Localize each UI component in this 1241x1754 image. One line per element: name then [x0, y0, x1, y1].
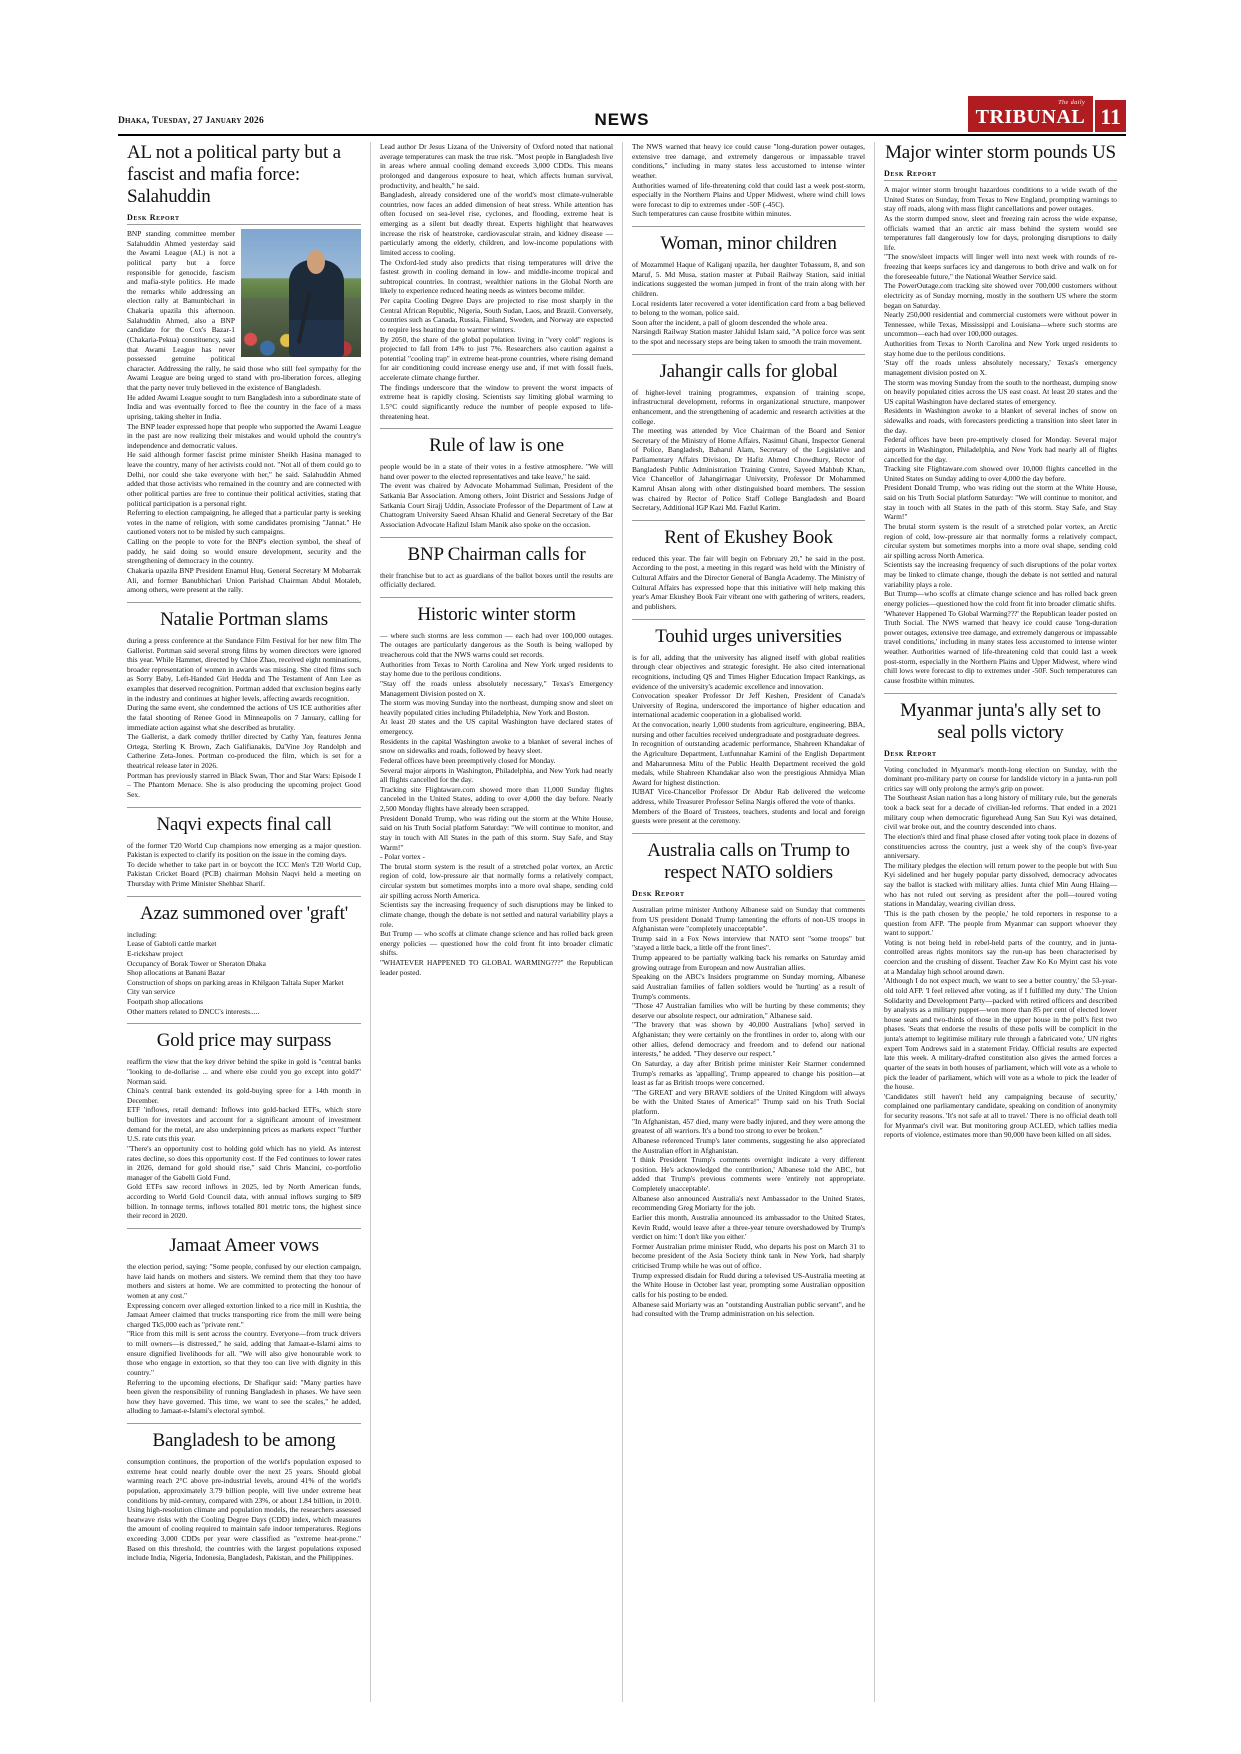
paragraph: Authorities from Texas to North Carolina and New York urged residents to stay home due to the perilous conditions. [884, 339, 1117, 358]
photo-speaker-head [307, 250, 325, 274]
paragraph: Albanese also announced Australia's next Ambassador to the United States, recommending Greg Moriarty for the job. [632, 1193, 865, 1213]
divider [632, 520, 865, 521]
headline-bangladesh-heat: Bangladesh to be among [152, 1430, 336, 1451]
paragraph: Federal offices have been preemptively closed for Monday. [380, 755, 556, 765]
article-azaz [127, 903, 361, 1017]
paragraph: their franchise but to act as guardians of the ballot boxes until the results are officially declared. [380, 570, 613, 590]
paragraph: 'Candidates still haven't held any campaigning because of security,' complained one parliamentary candidate, speaking on condition of anonymity for security reasons. 'It's not safe at all to travel.' There is no official death toll for Myanmar's civil war. But monitoring group ACLED, which tallies media reports of violence, estimates more than 90,000 have been killed on all sides. [884, 1091, 1117, 1140]
article-woman-minor [632, 233, 865, 347]
paragraph: The brutal storm system is the result of a stretched polar vortex, an Arctic region of cold, low-pressure air that normally forms a relatively compact, circular system but sometimes morphs into a more oval shape, sending cold air spilling across North America. [380, 861, 613, 900]
article-nws-continued [632, 142, 865, 219]
paragraph: "There's an opportunity cost to holding gold which has no yield. As interest rates decline, so does this opportunity cost. If the Fed continues to lower rates in 2026, demand for gold should rise," said Chris Mancini, co-portfolio manager of the Gabelli Gold Fund. [127, 1143, 361, 1182]
paragraph: At least 20 states and the US capital Washington have declared states of emergency. [380, 717, 613, 737]
divider [127, 1023, 361, 1024]
paragraph: Trump expressed disdain for Rudd during a televised US-Australia meeting at the White House in October last year, prompting some Australian opposition calls for his posting to be ended. [632, 1270, 865, 1299]
paragraph: The event was chaired by Advocate Mohammad Suliman, President of the Satkania Bar Association. Among others, Joint District and Sessions Judge of Satkania Court Sirajj Uddin, Associate Professor of the Department of Law at Chattogram University Saeed Ahsan Khalid and General Secretary of the Bar Association Advocate Hafizul Islam Manik also spoke on the occasion. [380, 481, 613, 529]
paragraph: Expressing concern over alleged extortion linked to a rice mill in Kushtia, the Jamaat Ameer claimed that trucks transporting rice from the mill were being charged Tk5,000 each as "private rent." [127, 1300, 361, 1329]
paragraph: A major winter storm brought hazardous conditions to a wide swath of the United States on Sunday, from Texas to New England, prompting warnings to stay off roads, along with mass flight cancellations and power outages. [884, 185, 1117, 214]
paragraph: He added Awami League sought to turn Bangladesh into a subordinate state of India and was eventually forced to flee the country in the face of a mass uprising, taking shelter in India. [127, 392, 361, 421]
paragraph: Such temperatures can cause frostbite within minutes. [632, 209, 792, 219]
newspaper-logo [968, 96, 1094, 132]
article-australia-nato [632, 840, 865, 1319]
paragraph: Voting is not being held in rebel-held parts of the country, and in junta-controlled areas rights monitors say the run-up has been characterised by coercion and the crushing of dissent. Teacher Zaw Ko Ko Myint cast his vote at a Mandalay high school around dawn. [884, 937, 1117, 976]
paragraph: The NWS warned that heavy ice could cause "long-duration power outages, extensive tree damage, and extremely dangerous or impassable travel conditions," including in many states less accustomed to intense winter weather. [632, 142, 865, 180]
paragraph: IUBAT Vice-Chancellor Professor Dr Abdur Rab delivered the welcome address, while Treasurer Professor Selina Nargis offered the vote of thanks. [632, 787, 865, 806]
article-myanmar [884, 700, 1117, 1140]
headline-salahuddin: AL not a political party but a fascist and mafia force: Salahuddin [127, 142, 341, 208]
divider [632, 354, 865, 355]
paragraph: To decide whether to take part in or boycott the ICC Men's T20 World Cup, Pakistan Cricket Board (PCB) chairman Mohsin Naqvi held a meeting on Thursday with Prime Minister Shehbaz Sharif. [127, 859, 361, 889]
paragraph: The PowerOutage.com tracking site showed over 700,000 customers without electricity as of Sunday morning, mostly in the southern US where the storm began on Saturday. [884, 281, 1117, 310]
paragraph: "The bravery that was shown by 40,000 Australians [who] served in Afghanistan; they were certainly on the frontlines in order to, along with our other allies, defend democracy and freedom and to defend our national interests," he added. "They deserve our respect." [632, 1020, 865, 1059]
article-portman [127, 609, 361, 800]
paragraph: President Donald Trump, who was riding out the storm at the White House, said on his Truth Social platform Saturday: "We will continue to monitor, and stay in touch with All States in the path of this storm. Stay Safe, and Stay Warm!" [380, 813, 613, 852]
divider [884, 693, 1117, 694]
paragraph: the election period, saying: "Some people, confused by our election campaign, have laid hands on mothers and sisters. We remind them that they too have mothers and sisters at home. We are committed to protecting the honour of women at any cost." [127, 1262, 361, 1300]
paragraph: Speaking on the ABC's Insiders programme on Sunday morning, Albanese said Australian families of fallen soldiers would be 'hurting' as a result of Trump's comments. [632, 972, 865, 1001]
byline-australia-nato: Desk Report [632, 889, 865, 901]
paragraph: But Trump — who scoffs at climate change science and has rolled back green energy policies — questioned how the cold front fit into broader climatic shifts. [380, 929, 613, 958]
paragraph: At the convocation, nearly 1,000 students from agriculture, engineering, BBA, nursing and other faculties received undergraduate and postgraduate degrees. [632, 720, 865, 739]
logo-tribunal: TRIBUNAL [975, 106, 1086, 128]
byline-major-winter: Desk Report [884, 169, 1117, 181]
paragraph: Several major airports in Washington, Philadelphia, and New York had nearly all flights cancelled for the day. [380, 765, 613, 785]
paragraph: Authorities from Texas to North Carolina and New York urged residents to stay home due to the perilous conditions. [380, 659, 613, 679]
paragraph: "The snow/sleet impacts will linger well into next week with rounds of re-freezing that keeps surfaces icy and dangerous to both drive and walk on for the foreseeable future," the National Weather Service said. [884, 252, 1117, 281]
headline-bnp-chairman: BNP Chairman calls for [407, 543, 586, 565]
paragraph: Referring to election campaigning, he alleged that a particular party is seeking votes in the name of religion, with some candidates promising "Jannat." He cautioned voters not to be misled by such campaigns. [127, 508, 361, 537]
list-item: Shop allocations at Banani Bazar [127, 968, 226, 978]
logo-the-daily: The daily [1058, 100, 1086, 106]
paragraph: Referring to the upcoming elections, Dr Shafiqur said: "Many parties have been given the responsibility of running Bangladesh in phases. We have seen how they have governed. This time, we want to see the scales," he added, alluding to Jamaat-e-Islami's electoral symbol. [127, 1377, 361, 1416]
headline-jamaat: Jamaat Ameer vows [169, 1234, 319, 1256]
article-historic-winter [380, 604, 613, 978]
paragraph: Tracking site Flightaware.com showed more than 11,000 Sunday flights canceled in the United States, adding to over 4,000 the day before. Nearly 2,500 Monday flights have already been scrapped. [380, 784, 613, 814]
paragraph: is for all, adding that the university has aligned itself with global realities through clear objectives and strategic foresight. He also cited international recognitions, including QS and Times Higher Education Impact Rankings, as evidence of the university's academic excellence and innovation. [632, 652, 865, 691]
paragraph: Gold ETFs saw record inflows in 2025, led by North American funds, according to World Gold Council data, with annual inflows surging to $89 billion. In tonnage terms, inflows totalled 801 metric tons, the highest since their record in 2020. [127, 1182, 361, 1221]
column-1 [118, 142, 370, 1702]
paragraph: Members of the Board of Trustees, teachers, students and local and foreign guests were present at the ceremony. [632, 806, 865, 826]
paragraph: The meeting was attended by Vice Chairman of the Board and Senior Secretary of the Ministry of Home Affairs, Nasimul Ghani, Inspector General of Police, Bangladesh, Baharul Alam, Secretary of the Legislative and Parliamentary Affairs Division, Dr Hafiz Ahmed Chowdhury, Rector of Bangladesh Public Administration Training Centre, Sayeed Mahbub Khan, Vice Chancellor of Jahangirnagar University, Professor Dr Mohammed Kamrul Ahsan along with other distinguished board members. The session was chaired by Rector of Police Staff College Bangladesh and Board Secretary, Additional IGP Kazi Md. Fazlul Karim. [632, 426, 865, 513]
paragraph: — where such storms are less common — each had over 100,000 outages. The outages are particularly dangerous as the South is being walloped by treacherous cold that the NWS warns could set records. [380, 630, 613, 660]
paragraph: Earlier this month, Australia announced its ambassador to the United States, Kevin Rudd, would leave after a three-year tenure overshadowed by Trump's verdict on him: 'I don't like you either.' [632, 1212, 865, 1242]
paragraph: Trump said in a Fox News interview that NATO sent "some troops" but "stayed a little back, a little off the front lines". [632, 933, 865, 953]
headline-naqvi: Naqvi expects final call [156, 813, 332, 835]
headline-portman: Natalie Portman slams [160, 608, 328, 630]
paragraph: The Southeast Asian nation has a long history of military rule, but the generals took a back seat for a decade of civilian-led reforms. That ended in a 2021 military coup when democratic figurehead Aung San Suu Kyi was detained, civil war broke out, and the country descended into chaos. [884, 793, 1117, 832]
headline-rule-of-law: Rule of law is one [429, 435, 564, 457]
article-bnp-chairman [380, 544, 613, 590]
masthead [118, 92, 1126, 136]
divider [127, 896, 361, 897]
paragraph: Australian prime minister Anthony Albanese said on Sunday that comments from US president Donald Trump lamenting the efforts of non-US troops in Afghanistan were "completely unacceptable". [632, 904, 865, 934]
article-major-winter [884, 142, 1117, 686]
section-title: NEWS [594, 110, 650, 129]
paragraph: 'Whatever Happened To Global Warming???' the Republican leader posted on Truth Social. The NWS warned that heavy ice could cause 'long-duration power outages, extensive tree damage, and extremely dangerous or impassable travel conditions,' including in many states less accustomed to intense winter weather. Authorities warned of life-threatening cold that could last a week post-storm, especially in the Northern Plains and Upper Midwest, where wind chill lows were forecast to dip to extremes under -50F. Such temperatures can cause frostbite within minutes. [884, 608, 1117, 685]
headline-woman-minor: Woman, minor children [660, 233, 837, 254]
paragraph: The storm was moving Sunday from the south to the northeast, dumping snow on heavily populated cities across the US east coast. At least 20 states and the US capital Washington have declared states of emergency. [884, 377, 1117, 406]
divider [127, 602, 361, 603]
paragraph: Lead author Dr Jesus Lizana of the University of Oxford noted that national average temperatures can mask the true risk. "Most people in Bangladesh live in areas where annual cooling demand exceeds 3,000 CDDs. This means prolonged and dangerous exposure to heat, which affects human survival, productivity, and health," he said. [380, 142, 613, 190]
paragraph: But Trump—who scoffs at climate change science and has rolled back green energy policies—questioned how the cold front fit into broader climatic shifts. [884, 589, 1117, 608]
list-item: City van service [127, 987, 176, 997]
paragraph: Tracking site Flightaware.com showed over 10,000 flights cancelled in the United States on Sunday adding to over 4,000 the day before. [884, 464, 1117, 483]
paragraph: Calling on the people to vote for the BNP's election symbol, the sheaf of paddy, he said doing so would ensure development, security and the strengthening of democracy in the country. [127, 537, 361, 566]
paragraph: reaffirm the view that the key driver behind the spike in gold is "central banks "looking to de-dollarise ... and where else could you go except into gold?" Norman said. [127, 1057, 361, 1086]
article-touhid [632, 626, 865, 826]
list-item: Footpath shop allocations [127, 997, 203, 1007]
divider [632, 833, 865, 834]
divider [127, 1423, 361, 1424]
paragraph: Convocation speaker Professor Dr Jeff Keshen, President of Canada's University of Regina, underscored the importance of higher education and international academic cooperation in a globalised world. [632, 691, 865, 720]
page-number: 11 [1095, 100, 1126, 132]
headline-historic-winter: Historic winter storm [417, 603, 576, 625]
paragraph: Scientists say the increasing frequency of such disruptions of the polar vortex may be linked to climate change, though the debate is not settled and natural variability plays a role. [884, 560, 1117, 589]
article-jahangir [632, 361, 865, 513]
paragraph: Chakaria upazila BNP President Enamul Huq, General Secretary M Mobarrak Ali, and former Banubhichari Union Parishad Chairman Abdul Motaleb, among others, were present at the rally. [127, 565, 361, 595]
paragraph: Bangladesh, already considered one of the world's most climate-vulnerable countries, now faces an added dimension of heat stress. While attention has often focused on sea-level rise, cyclones, and flooding, extreme heat is emerging as a silent but deadly threat. Experts highlight that heatwaves increase the risk of heatstroke, cardiovascular strain, and kidney disease — particularly among the elderly, children, and low-income populations with limited access to cooling. [380, 190, 613, 257]
article-jamaat [127, 1235, 361, 1416]
paragraph: reduced this year. The fair will begin on February 20," he said in the post. According to the post, a meeting in this regard was held with the Ministry of Cultural Affairs and the Director General of Bangla Academy. The Ministry of Cultural Affairs has expressed hope that this initiative will help making this year's Amar Ekushey Book Fair vibrant one with gathering of writers, readers, and publishers. [632, 553, 865, 611]
byline-myanmar: Desk Report [884, 749, 1117, 761]
paragraph: The BNP leader expressed hope that people who supported the Awami League in the past are now realizing their mistakes and would uphold the country's independence and democratic values. [127, 421, 361, 450]
column-3 [622, 142, 874, 1702]
paragraph: President Donald Trump, who was riding out the storm at the White House, said on his Truth Social platform Saturday: "We will continue to monitor, and stay in touch with all States in the path of this storm. Stay Safe, and Stay Warm!" [884, 483, 1117, 522]
paragraph: The Oxford-led study also predicts that rising temperatures will drive the fastest growth in cooling demand in low- and middle-income tropical and subtropical countries. In contrast, wealthier nations in the Global North are likely to experience reduced heating needs as winters become milder. [380, 257, 613, 296]
paragraph: "Those 47 Australian families who will be hurting by these comments; they deserve our absolute respect, our admiration," Albanese said. [632, 1001, 865, 1020]
paragraph: "Rice from this mill is sent across the country. Everyone—from truck drivers to mill owners—is distressed," he said, adding that Jamaat-e-Islami aims to ensure dignified livelihoods for all. "We will also give honourable work to those who engage in extortion, so that they too can live with dignity in this country." [127, 1329, 361, 1377]
headline-myanmar: Myanmar junta's ally set to seal polls victory [900, 699, 1101, 743]
paragraph: Trump appeared to be partially walking back his remarks on Saturday amid growing outrage from European and now Australian allies. [632, 953, 865, 972]
divider [127, 1228, 361, 1229]
paragraph: As the storm dumped snow, sleet and freezing rain across the wide expanse, officials warned that an arctic air mass behind the system would see temperatures fall dangerously low for days, prolonging disruptions to daily life. [884, 213, 1117, 252]
paragraph: China's central bank extended its gold-buying spree for a 14th month in December. [127, 1086, 361, 1105]
paragraph: of the former T20 World Cup champions now emerging as a major question. Pakistan is expected to clarify its position on the issue in the coming days. [127, 840, 361, 860]
article-photo [241, 229, 361, 357]
paragraph: Voting concluded in Myanmar's month-long election on Sunday, with the dominant pro-military party on course for landslide victory in a junta-run poll critics say will only prolong the army's grip on power. [884, 764, 1117, 793]
paragraph: "The GREAT and very BRAVE soldiers of the United Kingdom will always be with the United States of America!" Trump said on his Truth Social platform. [632, 1087, 865, 1117]
paragraph: "Stay off the roads unless absolutely necessary," Texas's Emergency Management Division posted on X. [380, 678, 613, 698]
article-salahuddin [127, 142, 361, 595]
column-grid [118, 142, 1126, 1702]
paragraph: 'This is the path chosen by the people,' he told reporters in response to a question from AFP. 'The people from Myanmar can support whoever they want to support.' [884, 908, 1117, 938]
headline-major-winter: Major winter storm pounds US [885, 142, 1116, 163]
subhead: - Polar vortex - [380, 852, 425, 862]
headline-touhid: Touhid urges universities [655, 625, 842, 647]
list-item: E-rickshaw project [127, 948, 184, 958]
paragraph: Residents in Washington awoke to a blanket of several inches of snow on sidewalks and roads, with forecasters predicting a transition into sleet later in the day. [884, 406, 1117, 435]
list-item: Construction of shops on parking areas in Khilgaon Taltala Super Market [127, 977, 344, 987]
paragraph: people would be in a state of their votes in a festive atmosphere. "We will hand over power to the elected representatives and take leave," he said. [380, 462, 613, 481]
paragraph: The Gallerist, a dark comedy thriller directed by Cathy Yan, features Jenna Ortega, Sterling K Brown, Zach Galifianakis, Da'Vine Joy Randolph and Catherine Zeta-Jones. Portman co-produced the film, which is set for a theatrical release later in 2026. [127, 732, 361, 770]
divider [632, 619, 865, 620]
article-naqvi [127, 814, 361, 889]
paragraph: 'Although I do not expect much, we want to see a better country,' the 53-year-old told AFP. 'I feel relieved after voting, as if I fulfilled my duty.' The Union Solidarity and Development Party—packed with retired officers and described by analysts as a military puppet—won more than 85 per cent of elected lower house seats and two-thirds of those in the upper house in the poll's first two phases. 'Seats that endorse the results of these polls will be complicit in the junta's attempt to legitimise military rule through a fabricated vote,' UN rights expert Tom Andrews said in a statement Friday. Official results are expected late this week. A military-drafted constitution also gives the armed forces a quarter of the seats in both houses of parliament, which will vote as a whole to pick the leader of parliament, which will vote as a whole to pick the leader of the house. [884, 976, 1117, 1092]
divider [127, 807, 361, 808]
paragraph: Federal offices have been pre-emptively closed for Monday. Several major airports in Washington, Philadelphia, and New York had nearly all of flights cancelled for the day. [884, 435, 1117, 464]
paragraph: "WHATEVER HAPPENED TO GLOBAL WARMING???" the Republican leader posted. [380, 958, 613, 977]
paragraph: On Saturday, a day after British prime minister Keir Starmer condemned Trump's remarks as 'appalling', Trump appeared to change his position—at least as far as British troops were concerned. [632, 1058, 865, 1088]
paragraph: of Mozammel Haque of Kaliganj upazila, her daughter Tobassum, 8, and son Maruf, 5. Md Musa, station master at Pubail Railway Station, said initial indications suggested the woman jumped in front of the train along with her children. [632, 260, 865, 298]
column-4 [874, 142, 1126, 1702]
paragraph: Albanese referenced Trump's later comments, suggesting he also appreciated the Australian effort in Afghanistan. [632, 1135, 865, 1155]
paragraph: ETF 'inflows, retail demand: Inflows into gold-backed ETFs, which store bullion for investors and account for a significant amount of investment demand for the metal, are also underpinning prices as markets expect "further U.S. rate cuts this year. [127, 1105, 361, 1144]
paragraph: Narsingdi Railway Station master Jahidul Islam said, "A police force was sent to the spot and necessary steps are being taken to smooth the train movement. [632, 327, 865, 347]
paragraph: Portman has previously starred in Black Swan, Thor and Star Wars: Episode I – The Phantom Menace. She is also producing the upcoming project Good Sex. [127, 770, 361, 799]
paragraph: In recognition of outstanding academic performance, Shahreen Khandakar of the Agriculture Department, Lutfunnahar Kamini of the English Department and Maharunnesa Mitu of the Public Health Department received the gold medals, while Shahreen Khandakar also won the prestigious Ahmidya Mian Award for highest distinction. [632, 739, 865, 787]
column-2 [370, 142, 622, 1702]
paragraph: Per capita Cooling Degree Days are projected to rise most sharply in the Central African Republic, Nigeria, South Sudan, Laos, and Brazil. Conversely, countries such as Canada, Russia, Finland, Sweden, and Norway are expected to require less heating due to warmer winters. [380, 296, 613, 334]
paragraph: including: [127, 929, 157, 939]
paragraph: The brutal storm system is the result of a stretched polar vortex, an Arctic region of cold, low-pressure air that normally forms a relatively compact, circular system but sometimes morphs into a more oval shape, sending cold air spilling across North America. [884, 521, 1117, 560]
headline-gold: Gold price may surpass [156, 1030, 332, 1052]
article-rule-of-law [380, 435, 613, 529]
paragraph: Soon after the incident, a pall of gloom descended the whole area. [632, 317, 828, 327]
paragraph: Albanese said Moriarty was an "outstanding Australian public servant", and he had consulted with the Trump administration on his selection. [632, 1299, 865, 1319]
headline-australia-nato: Australia calls on Trump to respect NATO soldiers [647, 839, 850, 883]
paragraph: Former Australian prime minister Rudd, who departs his post on March 31 to become president of the Asia Society think tank in New York, had sharply criticised Trump while he was out of office. [632, 1241, 865, 1271]
paragraph: during a press conference at the Sundance Film Festival for her new film The Gallerist. Portman said several strong films by women directors were ignored this year. While Hammet, directed by Chloe Zhao, received eight nominations, broader representation of women in awards was missing. She cited films such as Sorry Baby, Left-Handed Girl Hedda and The Testament of Ann Lee as examples that deserved recognition. Portman added that exclusion begins early in the industry and continues at higher levels, affecting awards recognition. [127, 635, 361, 703]
article-gold [127, 1030, 361, 1221]
article-bangladesh-heat [127, 1430, 361, 1563]
list-item: Other matters related to DNCC's interests..... [127, 1006, 260, 1016]
divider [632, 226, 865, 227]
headline-ekushey: Rent of Ekushey Book [664, 526, 833, 548]
paragraph: The election's third and final phase closed after voting took place in dozens of constituencies across the country, just a week shy of the coup's five-year anniversary. [884, 831, 1117, 861]
paragraph: Residents in the capital Washington awoke to a blanket of several inches of snow on sidewalks and roads, followed by heavy sleet. [380, 736, 613, 756]
paragraph: The storm was moving Sunday into the northeast, dumping snow and sleet on heavily populated cities including Philadelphia, New York and Boston. [380, 698, 613, 717]
headline-azaz: Azaz summoned over 'graft' [140, 902, 348, 924]
paragraph: consumption continues, the proportion of the world's population exposed to extreme heat could nearly double over the next 25 years. Should global warming reach 2°C above pre-industrial levels, around 41% of the world's population, approximately 3.79 billion people, will live under extreme heat conditions by mid-century, compared with 23%, or about 1.84 billion, in 2010. Using high-resolution climate and population models, the researchers assessed heatwave risks with the Cooling Degree Days (CDD) index, which measures the amount of cooling required to maintain safe indoor temperatures. Regions exceeding 3,000 CDDs per year were classified as "extreme heat-prone." Based on this threshold, the countries with the largest populations exposed include India, Nigeria, Indonesia, Bangladesh, Pakistan, and the Philippines. [127, 1457, 361, 1563]
paragraph: During the same event, she condemned the actions of US ICE authorities after the fatal shooting of Renee Good in Minneapolis on 7 January, calling for immediate action against what she described as brutality. [127, 703, 361, 732]
paragraph: By 2050, the share of the global population living in "very cold" regions is projected to fall from 14% to just 7%. Researchers also caution against a potential "cooling trap" in extreme heat-prone countries, where rising demand for air conditioning could increase energy use and, if met with fossil fuels, accelerate climate change further. [380, 334, 613, 382]
list-item: Occupancy of Borak Tower or Sheraton Dhaka [127, 958, 266, 968]
paragraph: Local residents later recovered a voter identification card from a bag believed to belong to the woman, police said. [632, 298, 865, 318]
paragraph: of higher-level training programmes, expansion of training scope, infrastructural development, reforms in organizational structure, manpower enhancement, and the strengthening of academic and research activities at the college. [632, 387, 865, 426]
divider [380, 597, 613, 598]
divider [380, 537, 613, 538]
paragraph: BNP standing committee member Salahuddin Ahmed yesterday said the Awami League (AL) is not a political party but a force responsible for genocide, fascism and mafia-style politics. He made the remarks while addressing an election rally at Bamunbichari in Chakaria upazila this afternoon. Salahuddin Ahmed, also a BNP candidate for the Cox's Bazar-1 (Chakaria-Pekua) constituency, said that Awami League has never possessed genuine political character. Addressing the rally, he said those who still feel sympathy for the Awami League are being urged to stand with pro-liberation forces, alleging that the party never truly believed in the existence of Bangladesh. [127, 229, 361, 393]
divider [380, 428, 613, 429]
article-ekushey [632, 527, 865, 612]
paragraph: 'Stay off the roads unless absolutely necessary,' Texas's emergency management division posted on X. [884, 358, 1117, 377]
paragraph: Authorities warned of life-threatening cold that could last a week post-storm, especially in the Northern Plains and Upper Midwest, where wind chill lows were forecast to dip to extremes under -50F (-45C). [632, 180, 865, 209]
paragraph: The military pledges the election will return power to the people but with Suu Kyi sidelined and her hugely popular party dissolved, democracy advocates say the ballot is stacked with military allies. Junta chief Min Aung Hlaing—who has not ruled out serving as president after the poll—toured voting stations in Mandalay, wearing civilian dress. [884, 860, 1117, 909]
byline-salahuddin: Desk Report [127, 213, 361, 225]
paragraph: Nearly 250,000 residential and commercial customers were without power in Tennessee, while Texas, Mississippi and Louisiana—where such storms are uncommon—each had over 100,000 outages. [884, 310, 1117, 339]
paragraph: Scientists say the increasing frequency of such disruptions may be linked to climate change, though the debate is not settled and natural variability plays a role. [380, 900, 613, 929]
paragraph: "In Afghanistan, 457 died, many were badly injured, and they were among the greatest of all warriors. It's a bond too strong to ever be broken." [632, 1116, 865, 1136]
list-item: Lease of Gabtoli cattle market [127, 939, 217, 949]
headline-jahangir: Jahangir calls for global [659, 360, 838, 382]
masthead-logo [968, 96, 1126, 132]
paragraph: 'I think President Trump's comments overnight indicate a very different position. He's acknowledged the contribution,' Albanese told the ABC, but added that Trump's previous comments were 'entirely not appropriate. Completely unacceptable'. [632, 1155, 865, 1194]
article-cdd-continued [380, 142, 613, 421]
dateline: Dhaka, Tuesday, 27 January 2026 [118, 116, 264, 126]
paragraph: He said although former fascist prime minister Sheikh Hasina managed to leave the country, many of her activists could not. "Not all of them could go to Delhi, nor could she take everyone with her," he said. Salahuddin Ahmed added that those activists who remained in the country and are connected with other political parties are free to continue their political activities, stating that political participation is a personal right. [127, 450, 361, 508]
paragraph: The findings underscore that the window to prevent the worst impacts of extreme heat is rapidly closing. Scientists say limiting global warming to 1.5°C could significantly reduce the number of people exposed to life-threatening heat. [380, 382, 613, 421]
